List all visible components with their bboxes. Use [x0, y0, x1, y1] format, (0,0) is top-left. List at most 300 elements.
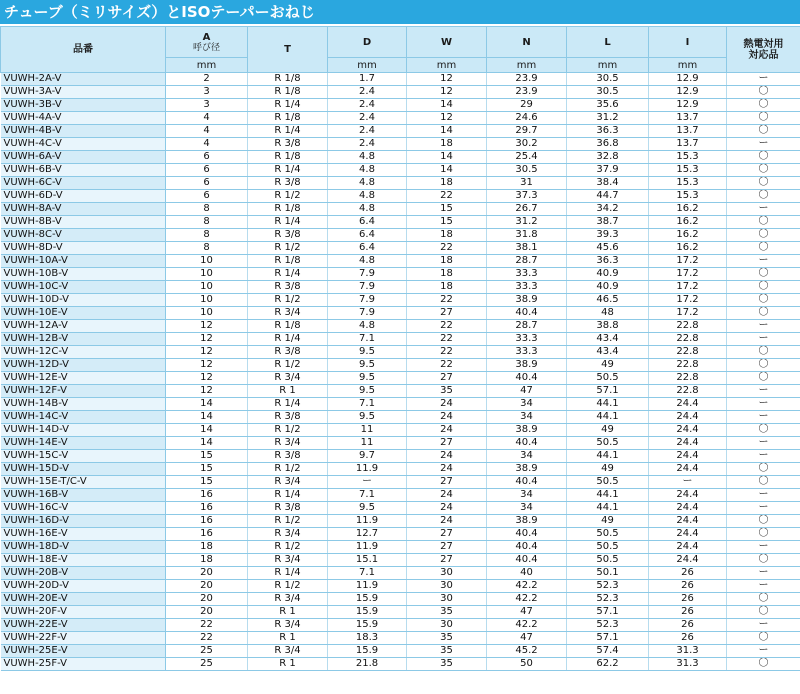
thermocouple-mark: ー — [727, 385, 800, 398]
dim-l: 50.5 — [567, 372, 649, 385]
table-row — [1, 658, 800, 671]
dim-w: 24 — [407, 424, 487, 437]
dim-w: 35 — [407, 385, 487, 398]
size-a: 10 — [166, 294, 248, 307]
table-row — [1, 177, 800, 190]
dim-d: 15.1 — [328, 554, 407, 567]
dim-d: 18.3 — [328, 632, 407, 645]
thread-t: R 1/2 — [248, 294, 328, 307]
size-a: 14 — [166, 398, 248, 411]
dim-l: 49 — [567, 424, 649, 437]
dim-w: 24 — [407, 502, 487, 515]
dim-d: 2.4 — [328, 99, 407, 112]
table-row — [1, 346, 800, 359]
thermocouple-mark: 〇 — [727, 658, 800, 671]
table-row — [1, 424, 800, 437]
thread-t: R 3/4 — [248, 554, 328, 567]
table-row — [1, 73, 800, 86]
dim-w: 14 — [407, 99, 487, 112]
dim-w: 22 — [407, 242, 487, 255]
dim-n: 33.3 — [487, 346, 567, 359]
table-row — [1, 359, 800, 372]
dim-i: 24.4 — [649, 424, 727, 437]
thread-t: R 1/2 — [248, 190, 328, 203]
thermocouple-mark: ー — [727, 398, 800, 411]
dim-n: 40.4 — [487, 307, 567, 320]
size-a: 4 — [166, 112, 248, 125]
dim-w: 24 — [407, 489, 487, 502]
thread-t: R 1/2 — [248, 580, 328, 593]
thread-t: R 1/2 — [248, 463, 328, 476]
dim-d: 11.9 — [328, 463, 407, 476]
thermocouple-mark: 〇 — [727, 593, 800, 606]
thread-t: R 1/4 — [248, 489, 328, 502]
part-number: VUWH-22F-V — [1, 632, 166, 645]
thermocouple-mark: 〇 — [727, 528, 800, 541]
table-row — [1, 476, 800, 489]
dim-w: 35 — [407, 658, 487, 671]
thread-t: R 3/8 — [248, 346, 328, 359]
part-number: VUWH-16C-V — [1, 502, 166, 515]
dim-w: 14 — [407, 151, 487, 164]
dim-i: 24.4 — [649, 554, 727, 567]
header-t: T — [248, 27, 328, 73]
dim-l: 30.5 — [567, 86, 649, 99]
part-number: VUWH-15D-V — [1, 463, 166, 476]
dim-n: 34 — [487, 398, 567, 411]
dim-i: 22.8 — [649, 359, 727, 372]
dim-w: 27 — [407, 307, 487, 320]
dim-d: 4.8 — [328, 177, 407, 190]
thread-t: R 3/4 — [248, 528, 328, 541]
dim-l: 46.5 — [567, 294, 649, 307]
part-number: VUWH-6D-V — [1, 190, 166, 203]
thermocouple-mark: 〇 — [727, 476, 800, 489]
dim-w: 27 — [407, 554, 487, 567]
dim-n: 40.4 — [487, 554, 567, 567]
table-row — [1, 307, 800, 320]
dim-i: 26 — [649, 606, 727, 619]
dim-w: 27 — [407, 528, 487, 541]
dim-l: 44.1 — [567, 450, 649, 463]
dim-d: 7.9 — [328, 268, 407, 281]
dim-n: 38.1 — [487, 242, 567, 255]
dim-d: 2.4 — [328, 112, 407, 125]
thread-t: R 3/4 — [248, 372, 328, 385]
size-a: 16 — [166, 528, 248, 541]
dim-l: 52.3 — [567, 580, 649, 593]
dim-w: 30 — [407, 619, 487, 632]
dim-n: 28.7 — [487, 320, 567, 333]
thermocouple-mark: 〇 — [727, 190, 800, 203]
size-a: 10 — [166, 268, 248, 281]
dim-n: 38.9 — [487, 424, 567, 437]
size-a: 12 — [166, 320, 248, 333]
part-number: VUWH-2A-V — [1, 73, 166, 86]
part-number: VUWH-20B-V — [1, 567, 166, 580]
thread-t: R 1/2 — [248, 424, 328, 437]
thread-t: R 1/4 — [248, 99, 328, 112]
dim-d: 15.9 — [328, 593, 407, 606]
thermocouple-mark: 〇 — [727, 164, 800, 177]
size-a: 6 — [166, 190, 248, 203]
dim-w: 24 — [407, 463, 487, 476]
dim-i: 26 — [649, 632, 727, 645]
dim-d: ー — [328, 476, 407, 489]
dim-d: 9.5 — [328, 502, 407, 515]
thread-t: R 3/8 — [248, 502, 328, 515]
thread-t: R 3/8 — [248, 450, 328, 463]
dim-d: 1.7 — [328, 73, 407, 86]
dim-n: 31.8 — [487, 229, 567, 242]
dim-n: 33.3 — [487, 281, 567, 294]
dim-l: 36.3 — [567, 255, 649, 268]
dim-i: 15.3 — [649, 190, 727, 203]
dim-d: 6.4 — [328, 242, 407, 255]
dim-d: 9.7 — [328, 450, 407, 463]
header-l: L — [567, 27, 649, 58]
thread-t: R 1/2 — [248, 359, 328, 372]
thermocouple-mark: 〇 — [727, 242, 800, 255]
size-a: 15 — [166, 450, 248, 463]
thermocouple-mark: 〇 — [727, 229, 800, 242]
part-number: VUWH-20D-V — [1, 580, 166, 593]
dim-n: 40.4 — [487, 372, 567, 385]
dim-w: 18 — [407, 268, 487, 281]
dim-l: 43.4 — [567, 333, 649, 346]
size-a: 20 — [166, 567, 248, 580]
spec-table — [0, 26, 800, 671]
dim-l: 57.1 — [567, 632, 649, 645]
thread-t: R 1/2 — [248, 242, 328, 255]
dim-n: 34 — [487, 502, 567, 515]
dim-d: 7.1 — [328, 333, 407, 346]
dim-i: 24.4 — [649, 398, 727, 411]
header-a-sub: 呼び径 — [192, 42, 220, 53]
dim-w: 22 — [407, 359, 487, 372]
dim-i: 24.4 — [649, 450, 727, 463]
dim-n: 42.2 — [487, 619, 567, 632]
thermocouple-mark: 〇 — [727, 99, 800, 112]
dim-n: 47 — [487, 385, 567, 398]
thermocouple-mark: 〇 — [727, 112, 800, 125]
dim-w: 14 — [407, 125, 487, 138]
thread-t: R 1/8 — [248, 151, 328, 164]
thermocouple-mark: ー — [727, 541, 800, 554]
thermocouple-mark: ー — [727, 411, 800, 424]
dim-n: 29 — [487, 99, 567, 112]
dim-i: 16.2 — [649, 229, 727, 242]
thermocouple-mark: ー — [727, 645, 800, 658]
dim-w: 22 — [407, 190, 487, 203]
thread-t: R 3/8 — [248, 177, 328, 190]
table-row — [1, 567, 800, 580]
dim-i: 26 — [649, 619, 727, 632]
dim-w: 35 — [407, 632, 487, 645]
thermocouple-mark: 〇 — [727, 307, 800, 320]
thermocouple-mark: ー — [727, 73, 800, 86]
dim-n: 38.9 — [487, 515, 567, 528]
table-row — [1, 606, 800, 619]
dim-l: 43.4 — [567, 346, 649, 359]
thermocouple-mark: 〇 — [727, 554, 800, 567]
dim-d: 4.8 — [328, 190, 407, 203]
part-number: VUWH-8A-V — [1, 203, 166, 216]
part-number: VUWH-16B-V — [1, 489, 166, 502]
dim-w: 15 — [407, 203, 487, 216]
size-a: 25 — [166, 645, 248, 658]
part-number: VUWH-15E-T/C-V — [1, 476, 166, 489]
dim-l: 52.3 — [567, 593, 649, 606]
thermocouple-mark: ー — [727, 255, 800, 268]
part-number: VUWH-8B-V — [1, 216, 166, 229]
dim-n: 40.4 — [487, 528, 567, 541]
part-number: VUWH-22E-V — [1, 619, 166, 632]
unit-i: mm — [649, 58, 727, 73]
dim-n: 40.4 — [487, 541, 567, 554]
table-row — [1, 554, 800, 567]
table-row — [1, 619, 800, 632]
dim-i: 16.2 — [649, 203, 727, 216]
thread-t: R 1 — [248, 658, 328, 671]
part-number: VUWH-8D-V — [1, 242, 166, 255]
dim-d: 12.7 — [328, 528, 407, 541]
part-number: VUWH-14E-V — [1, 437, 166, 450]
dim-l: 44.1 — [567, 489, 649, 502]
part-number: VUWH-12B-V — [1, 333, 166, 346]
dim-n: 45.2 — [487, 645, 567, 658]
size-a: 2 — [166, 73, 248, 86]
dim-n: 50 — [487, 658, 567, 671]
dim-d: 9.5 — [328, 359, 407, 372]
part-number: VUWH-12D-V — [1, 359, 166, 372]
dim-l: 62.2 — [567, 658, 649, 671]
part-number: VUWH-10E-V — [1, 307, 166, 320]
dim-d: 7.9 — [328, 294, 407, 307]
dim-d: 7.1 — [328, 489, 407, 502]
table-row — [1, 528, 800, 541]
table-row — [1, 99, 800, 112]
dim-d: 2.4 — [328, 138, 407, 151]
thermocouple-mark: ー — [727, 138, 800, 151]
dim-i: 16.2 — [649, 242, 727, 255]
dim-i: 13.7 — [649, 125, 727, 138]
thread-t: R 1/4 — [248, 398, 328, 411]
size-a: 15 — [166, 476, 248, 489]
dim-d: 9.5 — [328, 411, 407, 424]
dim-d: 7.9 — [328, 281, 407, 294]
thread-t: R 1/2 — [248, 515, 328, 528]
dim-n: 47 — [487, 606, 567, 619]
unit-l: mm — [567, 58, 649, 73]
dim-i: 17.2 — [649, 294, 727, 307]
size-a: 3 — [166, 86, 248, 99]
size-a: 15 — [166, 463, 248, 476]
part-number: VUWH-12C-V — [1, 346, 166, 359]
thermocouple-mark: ー — [727, 450, 800, 463]
dim-w: 27 — [407, 476, 487, 489]
part-number: VUWH-12F-V — [1, 385, 166, 398]
dim-w: 27 — [407, 541, 487, 554]
dim-n: 26.7 — [487, 203, 567, 216]
part-number: VUWH-20E-V — [1, 593, 166, 606]
thermocouple-mark: 〇 — [727, 515, 800, 528]
thread-t: R 3/4 — [248, 437, 328, 450]
size-a: 8 — [166, 229, 248, 242]
size-a: 6 — [166, 177, 248, 190]
dim-d: 2.4 — [328, 125, 407, 138]
thread-t: R 1/8 — [248, 203, 328, 216]
dim-i: 26 — [649, 580, 727, 593]
dim-w: 14 — [407, 164, 487, 177]
thermocouple-mark: 〇 — [727, 463, 800, 476]
thread-t: R 3/8 — [248, 138, 328, 151]
part-number: VUWH-6A-V — [1, 151, 166, 164]
size-a: 6 — [166, 164, 248, 177]
dim-n: 37.3 — [487, 190, 567, 203]
dim-i: 24.4 — [649, 437, 727, 450]
dim-d: 11 — [328, 424, 407, 437]
dim-n: 34 — [487, 450, 567, 463]
dim-d: 9.5 — [328, 372, 407, 385]
dim-i: 13.7 — [649, 112, 727, 125]
dim-l: 49 — [567, 515, 649, 528]
thread-t: R 3/4 — [248, 619, 328, 632]
thread-t: R 1/4 — [248, 333, 328, 346]
thread-t: R 1/8 — [248, 320, 328, 333]
dim-i: 17.2 — [649, 307, 727, 320]
size-a: 18 — [166, 541, 248, 554]
dim-w: 24 — [407, 515, 487, 528]
dim-l: 50.5 — [567, 528, 649, 541]
part-number: VUWH-14B-V — [1, 398, 166, 411]
dim-w: 12 — [407, 73, 487, 86]
dim-l: 37.9 — [567, 164, 649, 177]
thread-t: R 3/8 — [248, 229, 328, 242]
table-row — [1, 580, 800, 593]
table-row — [1, 86, 800, 99]
thread-t: R 1/4 — [248, 216, 328, 229]
dim-i: 24.4 — [649, 502, 727, 515]
thermocouple-mark: 〇 — [727, 125, 800, 138]
part-number: VUWH-6B-V — [1, 164, 166, 177]
thread-t: R 1/4 — [248, 164, 328, 177]
dim-d: 7.9 — [328, 307, 407, 320]
dim-w: 30 — [407, 580, 487, 593]
dim-i: 16.2 — [649, 216, 727, 229]
size-a: 10 — [166, 307, 248, 320]
dim-l: 38.8 — [567, 320, 649, 333]
part-number: VUWH-25F-V — [1, 658, 166, 671]
dim-w: 15 — [407, 216, 487, 229]
dim-w: 27 — [407, 372, 487, 385]
dim-w: 35 — [407, 645, 487, 658]
thread-t: R 1/4 — [248, 125, 328, 138]
thread-t: R 1/8 — [248, 255, 328, 268]
dim-n: 40.4 — [487, 476, 567, 489]
dim-i: 15.3 — [649, 177, 727, 190]
dim-i: 26 — [649, 567, 727, 580]
dim-l: 40.9 — [567, 268, 649, 281]
thermocouple-mark: ー — [727, 203, 800, 216]
dim-i: ー — [649, 476, 727, 489]
table-row — [1, 255, 800, 268]
dim-l: 57.4 — [567, 645, 649, 658]
part-number: VUWH-10D-V — [1, 294, 166, 307]
size-a: 8 — [166, 242, 248, 255]
thermocouple-mark: 〇 — [727, 346, 800, 359]
thermocouple-mark: 〇 — [727, 372, 800, 385]
dim-n: 47 — [487, 632, 567, 645]
header-thermocouple: 熱電対用 対応品 — [727, 27, 800, 73]
part-number: VUWH-18D-V — [1, 541, 166, 554]
dim-i: 12.9 — [649, 86, 727, 99]
thread-t: R 1/8 — [248, 73, 328, 86]
dim-n: 40.4 — [487, 437, 567, 450]
table-row — [1, 632, 800, 645]
thread-t: R 1/8 — [248, 112, 328, 125]
dim-i: 24.4 — [649, 515, 727, 528]
dim-n: 28.7 — [487, 255, 567, 268]
thermocouple-mark: ー — [727, 489, 800, 502]
thread-t: R 1/4 — [248, 567, 328, 580]
part-number: VUWH-15C-V — [1, 450, 166, 463]
size-a: 12 — [166, 346, 248, 359]
table-row — [1, 333, 800, 346]
thermocouple-mark: 〇 — [727, 359, 800, 372]
dim-i: 17.2 — [649, 281, 727, 294]
thermocouple-mark: 〇 — [727, 424, 800, 437]
table-row — [1, 437, 800, 450]
dim-l: 39.3 — [567, 229, 649, 242]
dim-l: 48 — [567, 307, 649, 320]
thermocouple-mark: 〇 — [727, 177, 800, 190]
dim-n: 30.5 — [487, 164, 567, 177]
dim-n: 24.6 — [487, 112, 567, 125]
dim-w: 18 — [407, 255, 487, 268]
table-row — [1, 320, 800, 333]
size-a: 12 — [166, 333, 248, 346]
dim-l: 38.4 — [567, 177, 649, 190]
part-number: VUWH-12E-V — [1, 372, 166, 385]
thermocouple-mark: ー — [727, 580, 800, 593]
size-a: 4 — [166, 138, 248, 151]
part-number: VUWH-25E-V — [1, 645, 166, 658]
table-row — [1, 242, 800, 255]
size-a: 14 — [166, 424, 248, 437]
dim-i: 15.3 — [649, 151, 727, 164]
dim-w: 18 — [407, 177, 487, 190]
size-a: 20 — [166, 606, 248, 619]
dim-l: 49 — [567, 463, 649, 476]
dim-n: 31 — [487, 177, 567, 190]
dim-w: 22 — [407, 346, 487, 359]
table-row — [1, 138, 800, 151]
thermocouple-mark: ー — [727, 567, 800, 580]
dim-w: 35 — [407, 606, 487, 619]
unit-n: mm — [487, 58, 567, 73]
dim-n: 25.4 — [487, 151, 567, 164]
table-row — [1, 164, 800, 177]
dim-l: 50.1 — [567, 567, 649, 580]
size-a: 12 — [166, 385, 248, 398]
dim-l: 57.1 — [567, 606, 649, 619]
size-a: 20 — [166, 580, 248, 593]
size-a: 16 — [166, 502, 248, 515]
dim-d: 21.8 — [328, 658, 407, 671]
table-row — [1, 450, 800, 463]
part-number: VUWH-12A-V — [1, 320, 166, 333]
